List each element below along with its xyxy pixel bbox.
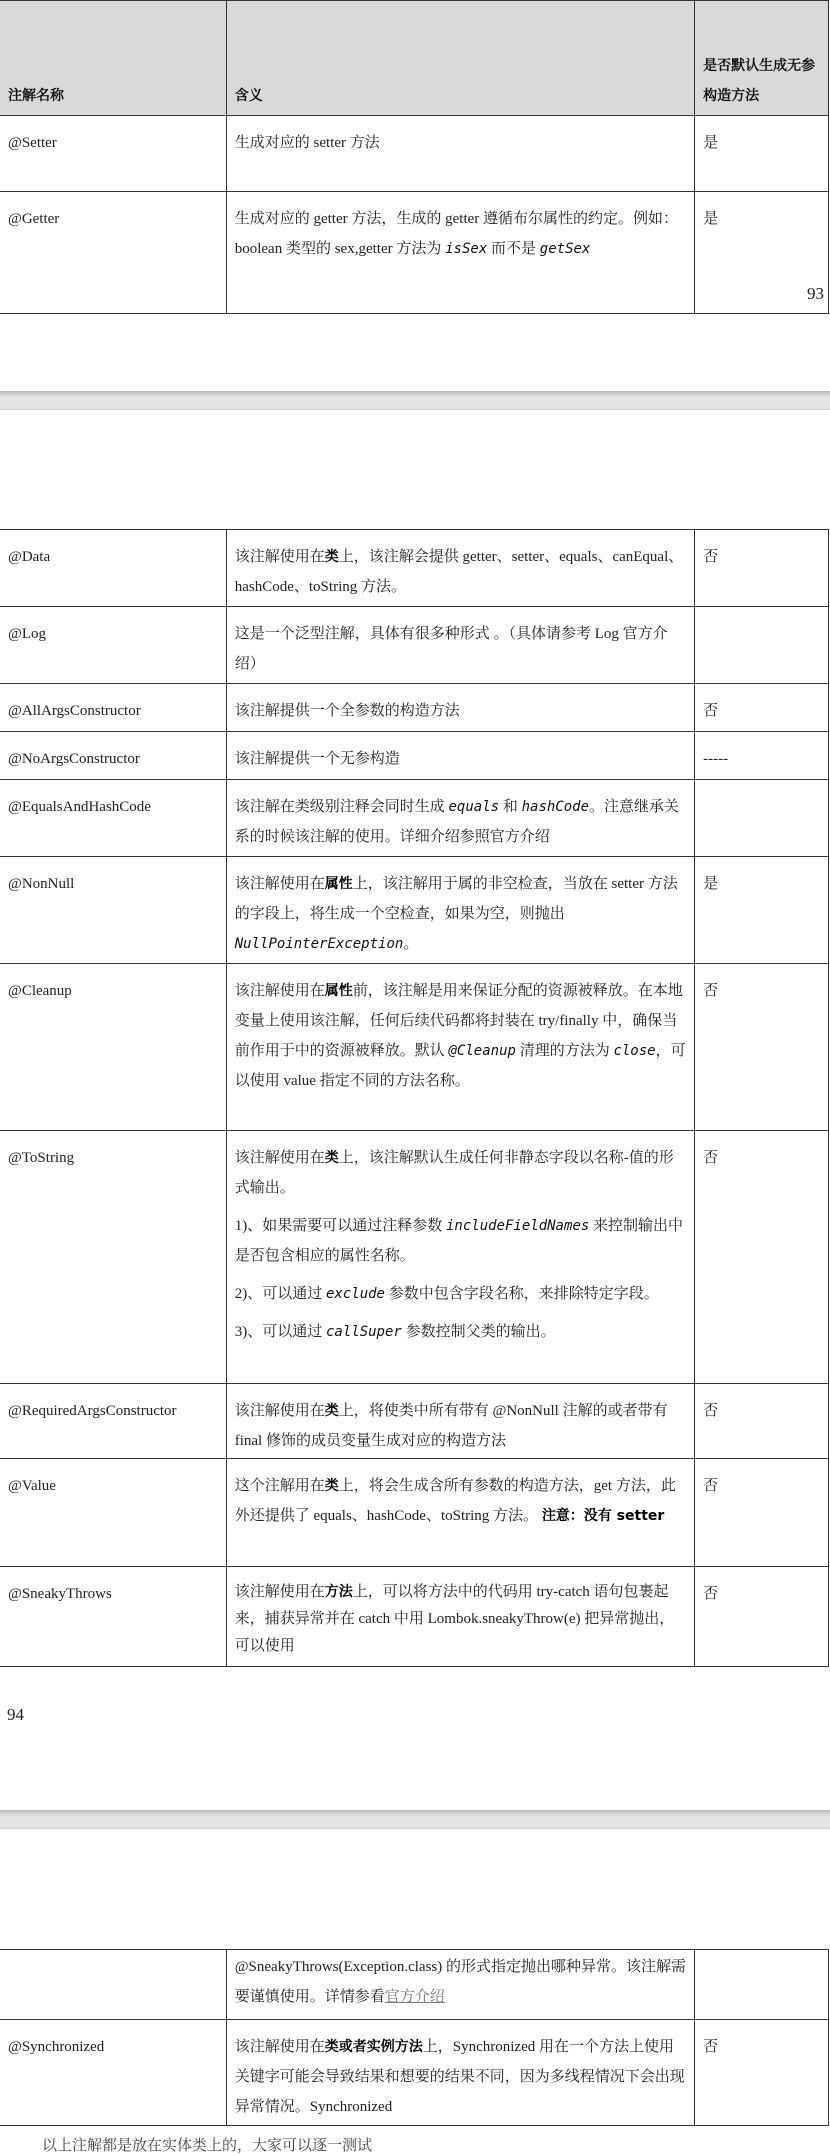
annotation-name: @NoArgsConstructor <box>0 732 226 780</box>
annotation-meaning: 生成对应的 setter 方法 <box>226 116 694 192</box>
annotation-default: 是 <box>695 192 829 314</box>
annotation-default <box>695 780 829 857</box>
annotation-table-page-94 <box>0 529 829 1667</box>
annotation-default: 否 <box>695 1384 829 1459</box>
table-row <box>0 732 829 780</box>
annotation-default: 否 <box>695 1459 829 1567</box>
trailing-paragraph: 以上注解都是放在实体类上的，大家可以逐一测试 <box>42 2138 373 2154</box>
annotation-default: 否 <box>695 2020 829 2126</box>
annotation-default: 否 <box>695 1131 829 1384</box>
official-docs-link[interactable]: 官方介绍 <box>384 1989 445 2005</box>
annotation-default: 是 <box>695 116 829 192</box>
code-text: isSex <box>445 241 488 257</box>
annotation-meaning: 该注解使用在类上，该注解会提供 getter、setter、equals、canEqual、hashCode、toString 方法。 <box>226 530 694 607</box>
annotation-name: @SneakyThrows <box>0 1567 226 1667</box>
page-94 <box>0 410 830 1810</box>
annotation-name <box>0 1950 226 2020</box>
table-row <box>0 780 829 857</box>
page-number: 93 <box>807 284 824 303</box>
table-row <box>0 1567 829 1667</box>
table-row <box>0 530 829 607</box>
annotation-table-page-95 <box>0 1949 829 2126</box>
code-text: exclude <box>325 1286 385 1302</box>
page-93 <box>0 0 830 391</box>
code-text: close <box>613 1043 656 1059</box>
annotation-default <box>695 1950 829 2020</box>
annotation-meaning: 该注解使用在方法上，可以将方法中的代码用 try-catch 语句包裹起来，捕获异常并在 catch 中用 Lombok.sneakyThrow(e) 把异常抛出，可以使用 <box>226 1567 694 1667</box>
annotation-default: 是 <box>695 857 829 964</box>
annotation-meaning: 该注解使用在类或者实例方法上，Synchronized 用在一个方法上使用关键字可能会导致结果和想要的结果不同，因为多线程情况下会出现异常情况。Synchronized <box>226 2020 694 2126</box>
annotation-default: 否 <box>695 684 829 732</box>
annotation-meaning: 该注解提供一个无参构造 <box>226 732 694 780</box>
page-number: 94 <box>7 1705 24 1724</box>
annotation-default: 否 <box>695 964 829 1131</box>
annotation-name: @Cleanup <box>0 964 226 1131</box>
code-text: @Cleanup <box>448 1043 516 1059</box>
annotation-name: @Setter <box>0 116 226 192</box>
annotation-name: @Synchronized <box>0 2020 226 2126</box>
code-text: hashCode <box>521 799 590 815</box>
annotation-name: @EqualsAndHashCode <box>0 780 226 857</box>
annotation-name: @ToString <box>0 1131 226 1384</box>
code-text: getSex <box>539 241 591 257</box>
table-header-row <box>0 1 829 116</box>
annotation-meaning: 该注解提供一个全参数的构造方法 <box>226 684 694 732</box>
table-row <box>0 607 829 684</box>
annotation-name: @RequiredArgsConstructor <box>0 1384 226 1459</box>
table-row <box>0 2020 829 2126</box>
table-row <box>0 192 829 314</box>
table-row <box>0 1950 829 2020</box>
header-meaning: 含义 <box>226 1 694 116</box>
annotation-name: @Getter <box>0 192 226 314</box>
annotation-default: 否 <box>695 530 829 607</box>
annotation-meaning: 该注解使用在类上，该注解默认生成任何非静态字段以名称-值的形式输出。 1)、如果需要可以通过注释参数 includeFieldNames 来控制输出中是否包含相应的属性名称。 2)、可以通过 exclude 参数中包含字段名称，来排除特定字段。 3)、可以通过 callSuper 参数控制父类的输出。 <box>226 1131 694 1384</box>
table-row <box>0 116 829 192</box>
annotation-meaning: 这是一个泛型注解，具体有很多种形式 。（具体请参考 Log 官方介绍） <box>226 607 694 684</box>
table-row <box>0 1459 829 1567</box>
annotation-meaning: 这个注解用在类上，将会生成含所有参数的构造方法，get 方法，此外还提供了 equals、hashCode、toString 方法。 注意：没有 setter <box>226 1459 694 1567</box>
annotation-name: @NonNull <box>0 857 226 964</box>
code-text: NullPointerException <box>234 936 404 952</box>
annotation-meaning: @SneakyThrows(Exception.class) 的形式指定抛出哪种异常。该注解需要谨慎使用。详情参看官方介绍 <box>226 1950 694 2020</box>
table-row <box>0 1384 829 1459</box>
annotation-meaning: 该注解使用在属性上，该注解用于属的非空检查，当放在 setter 方法的字段上，将生成一个空检查，如果为空，则抛出 NullPointerException。 <box>226 857 694 964</box>
table-row <box>0 1131 829 1384</box>
annotation-name: @Data <box>0 530 226 607</box>
code-text: callSuper <box>325 1324 402 1340</box>
code-text: equals <box>448 799 500 815</box>
annotation-meaning: 该注解使用在属性前，该注解是用来保证分配的资源被释放。在本地变量上使用该注解，任何后续代码都将封装在 try/finally 中，确保当前作用于中的资源被释放。默认 @Cleanup 清理的方法为 close，可以使用 value 指定不同的方法名称。 <box>226 964 694 1131</box>
page-95 <box>0 1829 830 2145</box>
header-default-noargs: 是否默认生成无参构造方法 <box>695 1 829 116</box>
table-row <box>0 857 829 964</box>
annotation-name: @AllArgsConstructor <box>0 684 226 732</box>
page-break <box>0 1810 830 1829</box>
annotation-meaning: 该注解使用在类上，将使类中所有带有 @NonNull 注解的或者带有 final 修饰的成员变量生成对应的构造方法 <box>226 1384 694 1459</box>
annotation-default: 否 <box>695 1567 829 1667</box>
annotation-default: ----- <box>695 732 829 780</box>
annotation-name: @Log <box>0 607 226 684</box>
table-row <box>0 684 829 732</box>
annotation-table-page-93 <box>0 0 829 314</box>
header-annotation-name: 注解名称 <box>0 1 226 116</box>
annotation-meaning: 该注解在类级别注释会同时生成 equals 和 hashCode。注意继承关系的时候该注解的使用。详细介绍参照官方介绍 <box>226 780 694 857</box>
page-break <box>0 391 830 410</box>
code-text: includeFieldNames <box>445 1218 590 1234</box>
table-row <box>0 964 829 1131</box>
annotation-meaning: 生成对应的 getter 方法，生成的 getter 遵循布尔属性的约定。例如：boolean 类型的 sex,getter 方法为 isSex 而不是 getSex <box>226 192 694 314</box>
annotation-default <box>695 607 829 684</box>
annotation-name: @Value <box>0 1459 226 1567</box>
